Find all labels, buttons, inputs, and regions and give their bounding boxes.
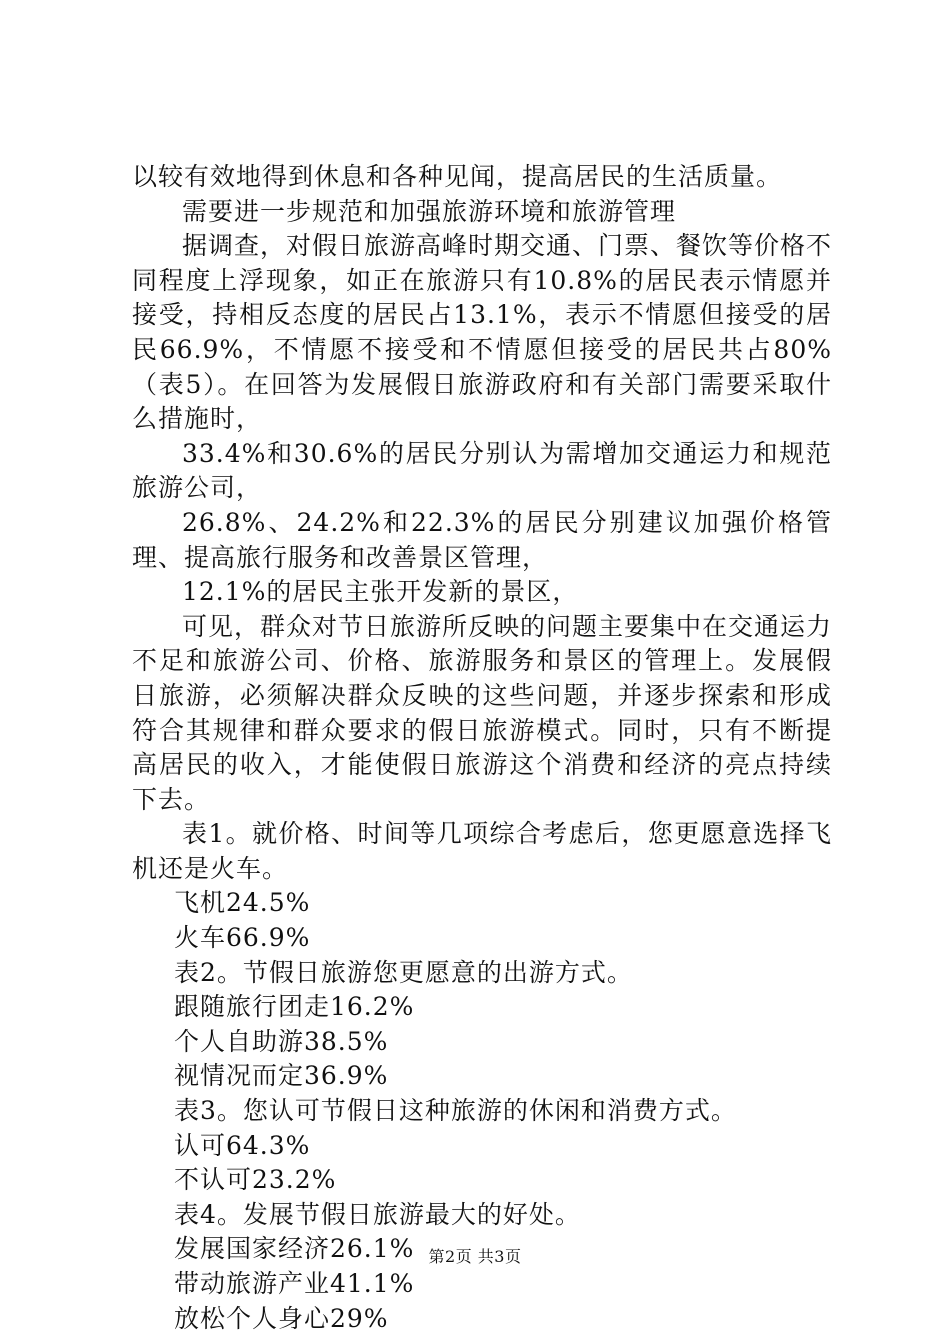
table-3-item-approve: 认可64.3% — [174, 1130, 311, 1160]
table-2-item-self-guided: 个人自助游38.5% — [174, 1026, 389, 1056]
table-4-title: 表4。发展节假日旅游最大的好处。 — [174, 1199, 581, 1229]
paragraph-new-scenic: 12.1%的居民主张开发新的景区， — [182, 577, 579, 607]
paragraph-transport: 33.4%和30.6%的居民分别认为需增加交通运力和规范旅游公司， — [132, 438, 832, 503]
table-4-item-economy: 发展国家经济26.1% — [174, 1234, 415, 1264]
table-4-item-tourism-industry: 带动旅游产业41.1% — [174, 1269, 415, 1298]
paragraph-conclusion: 可见，群众对节日旅游所反映的问题主要集中在交通运力不足和旅游公司、价格、旅游服务和景区的管理上。发展假日旅游，必须解决群众反映的这些问题，并逐步探索和形成符合其规律和群众要求的假日旅游模式。同时，只有不断提高居民的收入，才能使假日旅游这个消费和经济的亮点持续下去。 — [132, 611, 833, 814]
table-4-item-relaxation: 放松个人身心29% — [174, 1303, 389, 1333]
section-heading: 需要进一步规范和加强旅游环境和旅游管理 — [182, 196, 677, 226]
table-1-item-plane: 飞机24.5% — [174, 888, 311, 918]
table-1-title: 表1。就价格、时间等几项综合考虑后，您更愿意选择飞机还是火车。 — [132, 819, 832, 883]
table-3-title: 表3。您认可节假日这种旅游的休闲和消费方式。 — [174, 1096, 737, 1126]
document-body — [132, 160, 832, 1336]
page-footer: 第2页 共3页 — [428, 1247, 522, 1266]
paragraph-1: 以较有效地得到休息和各种见闻，提高居民的生活质量。 — [132, 162, 783, 191]
table-2-item-tour-group: 跟随旅行团走16.2% — [174, 992, 415, 1022]
paragraph-price-management: 26.8%、24.2%和22.3%的居民分别建议加强价格管理、提高旅行服务和改善景区管理， — [132, 507, 832, 572]
table-2-title: 表2。节假日旅游您更愿意的出游方式。 — [174, 957, 633, 987]
table-3-item-disapprove: 不认可23.2% — [174, 1165, 337, 1195]
table-1-item-train: 火车66.9% — [174, 923, 311, 953]
paragraph-survey: 据调查，对假日旅游高峰时期交通、门票、餐饮等价格不同程度上浮现象，如正在旅游只有10.8%的居民表示情愿并接受，持相反态度的居民占13.1%，表示不情愿但接受的居民66.9%，不情愿不接受和不情愿但接受的居民共占80%（表5）。在回答为发展假日旅游政府和有关部门需要采取什么措施时， — [132, 231, 833, 434]
table-2-item-depends: 视情况而定36.9% — [174, 1061, 389, 1091]
